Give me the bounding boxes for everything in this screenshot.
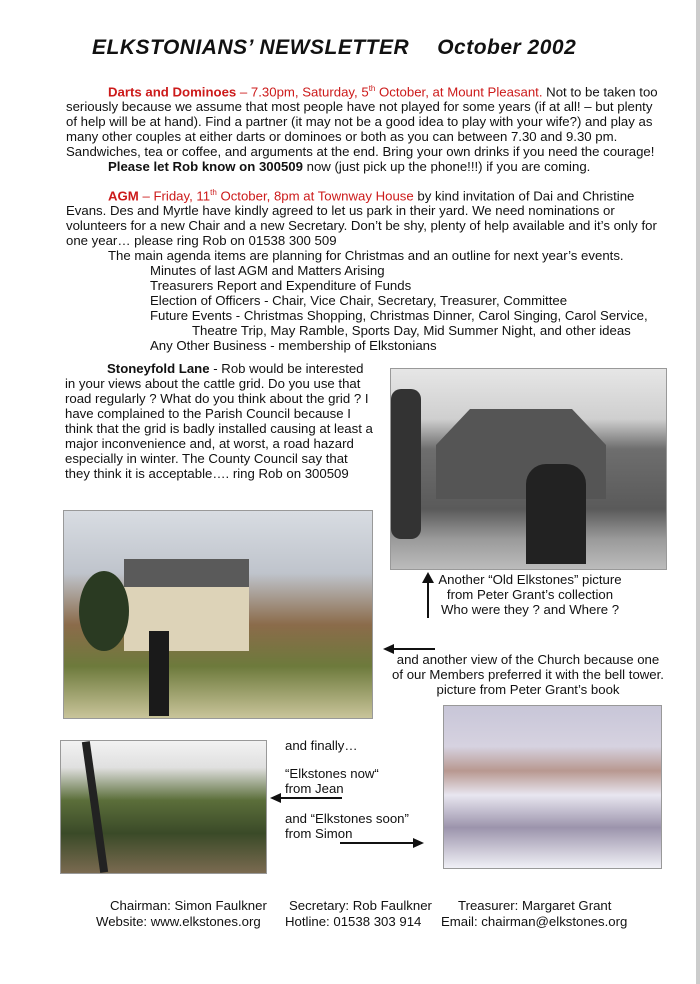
agenda-item: Treasurers Report and Expenditure of Funds [150, 278, 412, 294]
agm-body: by kind invitation of Dai and Christine Evans. Des and Myrtle have kindly agreed to let us park in their yard. We need nominations or volunteers for a new Chair and a new Secretary. Don’t be shy, plenty of help available and it’s only for one year… please ring Rob on 01538 300 509 [66, 188, 657, 249]
yew-tree [79, 571, 129, 651]
and-finally-text: and finally… [285, 738, 358, 753]
elkstones-now-photo [60, 740, 267, 874]
tree-trunk [82, 741, 108, 873]
left-arrow-shaft [392, 648, 435, 650]
caption-line: Who were they ? and Where ? [440, 602, 620, 617]
agm-heading-location: October, 8pm at Townway House [216, 188, 414, 204]
footer-secretary [285, 898, 432, 930]
old-photo-caption [430, 572, 630, 617]
gravestone [149, 631, 169, 716]
issue-date: October 2002 [437, 36, 577, 59]
hotline-text: Hotline: 01538 303 914 [285, 914, 422, 929]
email-text: Email: chairman@elkstones.org [441, 914, 628, 929]
up-arrow-shaft [427, 582, 429, 618]
agm-heading-detail: – Friday, 11 [138, 188, 211, 204]
agenda-item: Any Other Business - membership of Elkstonians [150, 338, 437, 354]
church-caption [378, 652, 678, 697]
right-arrow-shaft [340, 842, 414, 844]
treasurer-text: Treasurer: Margaret Grant [458, 898, 612, 913]
right-arrow-icon [413, 838, 424, 848]
agenda-item-continued: Theatre Trip, May Ramble, Sports Day, Mid Summer Night, and other ideas [192, 323, 631, 339]
secretary-text: Secretary: Rob Faulkner [289, 898, 432, 913]
footer-treasurer [441, 898, 627, 930]
darts-section [66, 81, 660, 174]
agenda-item: Minutes of last AGM and Matters Arising [150, 263, 385, 279]
caption-line: from Jean [285, 781, 344, 796]
horse-figure [526, 464, 586, 564]
caption-line: Another “Old Elkstones” picture [438, 572, 622, 587]
old-elkstones-photo [390, 368, 667, 570]
newsletter-title [92, 36, 576, 60]
title-text: ELKSTONIANS’ NEWSLETTER [92, 36, 410, 59]
stoneyfold-body: - Rob would be interested in your views about the cattle grid. Do you use that road regularly ? What do you think about the grid ? I have complained to the Parish Council because I think that the grid is badly installed causing at least a major inconvenience and, at worst, a road hazard especially in winter. The County Council say that they think it is acceptable…. ring Rob on 300509 [65, 361, 373, 481]
caption-line: from Peter Grant’s collection [446, 587, 614, 602]
church-roof [124, 559, 249, 587]
soon-caption [285, 811, 409, 841]
website-text: Website: www.elkstones.org [96, 914, 261, 929]
now-caption [285, 766, 379, 796]
caption-line: picture from Peter Grant’s book [436, 682, 620, 697]
agenda-item: Election of Officers - Chair, Vice Chair, Secretary, Treasurer, Committee [150, 293, 568, 309]
stoneyfold-heading: Stoneyfold Lane [107, 361, 210, 376]
agenda-item: Future Events - Christmas Shopping, Christmas Dinner, Carol Singing, Carol Service, [150, 308, 648, 324]
footer-chairman [96, 898, 267, 930]
caption-line: and another view of the Church because one [396, 652, 660, 667]
darts-heading-detail: – 7.30pm, Saturday, 5 [236, 84, 369, 100]
darts-heading: Darts and Dominoes [108, 84, 237, 100]
agenda-intro: The main agenda items are planning for Christmas and an outline for next year’s events. [108, 248, 624, 264]
agm-heading: AGM [108, 188, 139, 204]
scan-edge [696, 0, 700, 984]
darts-call-rest: now (just pick up the phone!!!) if you are coming. [302, 159, 591, 175]
stoneyfold-section [65, 361, 373, 481]
caption-line: of our Members preferred it with the bell tower. [392, 667, 664, 682]
agm-section [66, 185, 660, 353]
darts-sup: th [368, 84, 376, 93]
chairman-text: Chairman: Simon Faulkner [110, 898, 267, 913]
darts-heading-location: October, at Mount Pleasant. [375, 84, 543, 100]
caption-line: from Simon [285, 826, 353, 841]
tree-shape [391, 389, 421, 539]
left-arrow-shaft [280, 797, 342, 799]
darts-call: Please let Rob know on 300509 [108, 159, 303, 175]
elkstones-soon-photo [443, 705, 662, 869]
darts-body: Not to be taken too seriously because we assume that most people have not played for some years (if at all! – but plenty of help will be at hand). Find a partner (it may not be a good idea to play with your wife?) and play as many other couples at either darts or dominoes or both as you can between 7.30 and 9.30 pm. Sandwiches, tea or coffee, and arguments at the end. Bring your own drinks if you need the courage! [66, 84, 658, 160]
agm-sup: th [210, 188, 217, 197]
caption-line: and “Elkstones soon” [285, 811, 409, 826]
church-photo [63, 510, 373, 719]
caption-line: “Elkstones now“ [285, 766, 379, 781]
